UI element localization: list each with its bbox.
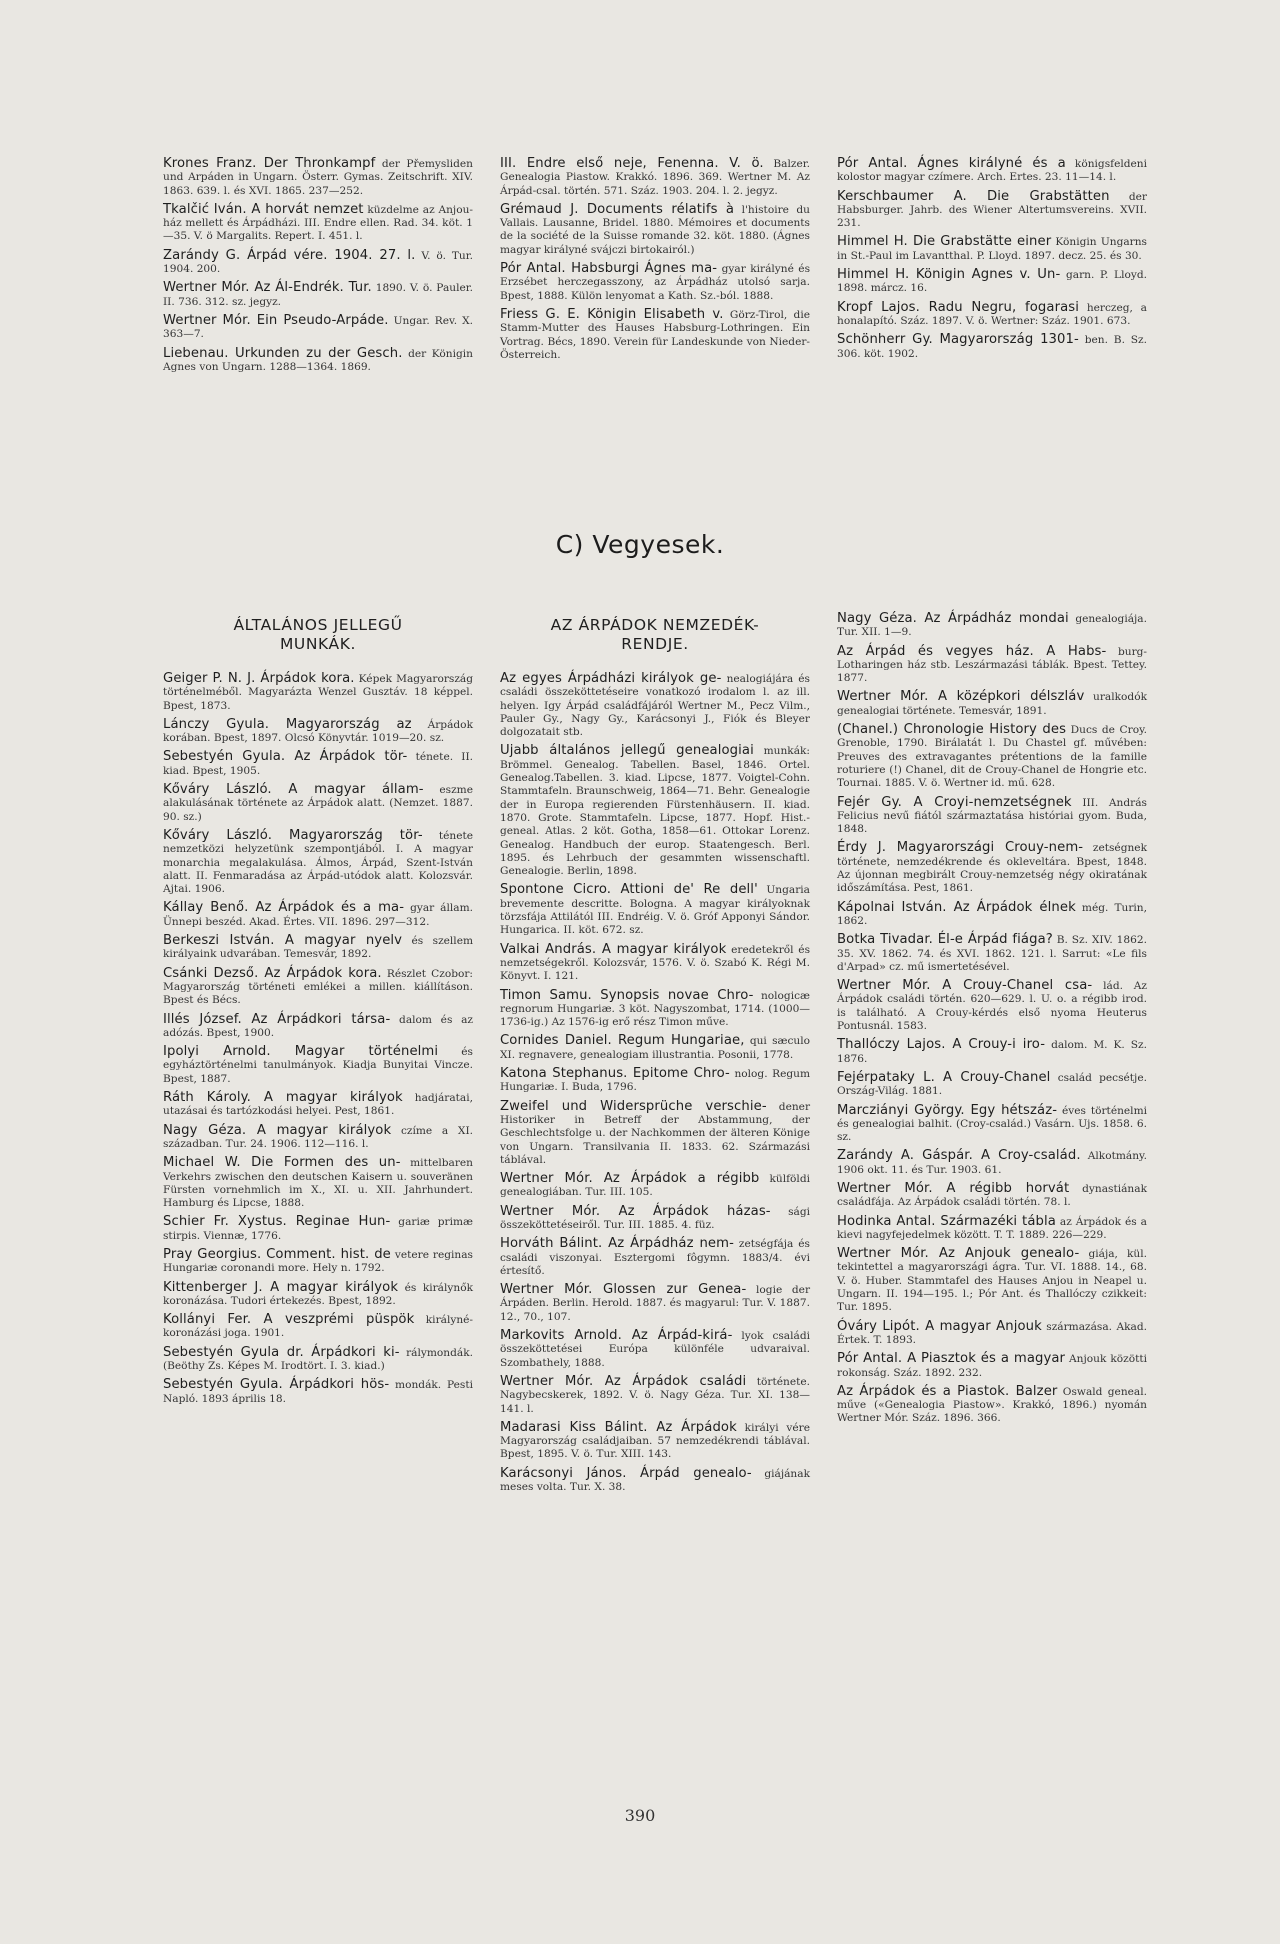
entry-author-title: Érdy J. Magyarországi Crouy-nem- (837, 840, 1084, 856)
top-column-3 (837, 157, 1147, 366)
entry-details: nolog. Regum Hungariæ. I. Buda, 1796. (500, 1068, 810, 1094)
top-column-1 (163, 157, 473, 379)
bibliography-entry (500, 1034, 810, 1062)
bibliography-entry (837, 235, 1147, 263)
entry-details: Árpádok korában. Bpest, 1897. Olcsó Könyvtár. 1019—20. sz. (163, 718, 473, 745)
bibliography-entry (500, 1237, 810, 1278)
entry-author-title: Kropf Lajos. Radu Negru, fogarasi (837, 299, 1080, 315)
entry-details: királyné-koronázási joga. 1901. (163, 1314, 473, 1340)
entry-details: der Königin Agnes von Ungarn. 1288—1364. 1869. (163, 347, 473, 373)
entry-details: l'histoire du Vallais. Lausanne, Bridel. 1880. Mémoires et documents de la société de la Suisse romande 32. köt. 1880. (Ágnes magyar királyné svájczi birtokairól.) (500, 203, 810, 256)
entry-author-title: Michael W. Die Formen des un- (163, 1155, 401, 1171)
bibliography-entry (163, 901, 473, 929)
entry-author-title: Berkeszi István. A magyar nyelv (163, 933, 403, 949)
bibliography-entry (837, 190, 1147, 231)
bibliography-entry (837, 1104, 1147, 1145)
entry-details: Ungaria brevemente descritte. Bologna. A magyar királyoknak törzsfája Attilától III. Endréig. V. ö. Gróf Apponyi Sándor. Hungarica. II. köt. 672. sz. (500, 884, 810, 937)
bibliography-entry (837, 301, 1147, 329)
entry-details: vetere reginas Hungariæ coronandi more. Hely n. 1792. (163, 1248, 473, 1275)
bibliography-entry (837, 1071, 1147, 1099)
entry-author-title: Kőváry László. A magyar állam- (163, 782, 424, 798)
entry-details: genealogiája. Tur. XII. 1—9. (837, 613, 1147, 639)
entry-author-title: Wertner Mór. Az Árpádok családi (500, 1373, 747, 1389)
entry-details: királyi vére Magyarország családjaiban. 57 nemzedékrendi táblával. Bpest, 1895. V. ö. Tur. XIII. 143. (500, 1421, 811, 1461)
bibliography-entry (163, 314, 473, 342)
column-heading: AZ ÁRPÁDOK NEMZEDÉK- RENDJE. (550, 616, 760, 653)
bibliography-entry (837, 690, 1147, 718)
bibliography-entry (500, 1283, 810, 1324)
bibliography-entry (163, 1045, 473, 1086)
entry-details: az Árpádok és a kievi nagyfejedelmek között. T. T. 1889. 226—229. (837, 1215, 1147, 1241)
entry-details: rálymondák. (Beöthy Zs. Képes M. Irodtört. I. 3. kiad.) (163, 1346, 473, 1373)
entry-details: giája, kül. tekintettel a magyarországi ágra. Tur. VI. 1888. 14., 68. V. ö. Huber. Stammtafel des Hauses Anjou in Neapel u. Ungarn. II. 194—195. l.; Pór Ant. és Thallóczy czikkeit: Tur. 1895. (837, 1248, 1148, 1314)
bottom-column-1 (163, 612, 473, 1411)
bibliography-entry (500, 1329, 810, 1370)
entry-author-title: III. Endre első neje, Fenenna. V. ö. (500, 156, 764, 171)
bibliography-entry (500, 1467, 810, 1495)
entry-author-title: Valkai András. A magyar királyok (500, 941, 727, 957)
entry-details: Görz-Tirol, die Stamm-Mutter des Hauses Habsburg-Lothringen. Ein Vortrag. Bécs, 1890. Verein für Landeskunde von Nieder-Österreich. (500, 308, 810, 361)
bibliography-entry (163, 967, 473, 1008)
entry-author-title: Ujabb általános jellegű genealogiai (500, 743, 754, 759)
entry-author-title: Grémaud J. Documents rélatifs à (500, 201, 735, 217)
entry-details: giájának meses volta. Tur. X. 38. (500, 1467, 810, 1494)
entry-author-title: Wertner Mór. Glossen zur Genea- (500, 1282, 747, 1298)
entry-details: még. Turin, 1862. (837, 901, 1147, 927)
entry-details: külföldi genealogiában. Tur. III. 105. (500, 1173, 810, 1199)
entry-author-title: Az Árpád és vegyes ház. A Habs- (837, 643, 1107, 659)
entry-details: der Habsburger. Jahrb. des Wiener Altertumsvereins. XVII. 231. (837, 190, 1147, 230)
entry-author-title: Pór Antal. Habsburgi Ágnes ma- (500, 261, 718, 277)
entry-details: lyok családi összeköttetései Európa különféle udvaraival. Szombathely, 1888. (500, 1330, 811, 1369)
entry-author-title: (Chanel.) Chronologie History des (837, 722, 1067, 738)
entry-author-title: Marcziányi György. Egy hétszáz- (837, 1102, 1058, 1118)
bibliography-entry (837, 796, 1147, 837)
bibliography-entry (163, 1124, 473, 1152)
entry-author-title: Zarándy A. Gáspár. A Croy-család. (837, 1148, 1081, 1164)
bibliography-entry (837, 723, 1147, 790)
bibliography-entry (163, 1378, 473, 1406)
entry-details: mittelbaren Verkehrs zwischen den deutschen Kaisern u. souveränen Fürsten vornehmlich im X., XI. u. XII. Jahrhundert. Hamburg és Lipcse, 1888. (163, 1157, 473, 1210)
entry-author-title: Kerschbaumer A. Die Grabstätten (837, 188, 1110, 204)
entry-author-title: Himmel H. Die Grabstätte einer (837, 234, 1052, 250)
entry-details: és egyháztörténelmi tanulmányok. Kiadja Bunyitai Vincze. Bpest, 1887. (163, 1046, 473, 1085)
entry-details: zetségfája és családi viszonyai. Esztergomi fôgymn. 1883/4. évi értesítő. (500, 1238, 810, 1277)
entry-details: ténete. II. kiad. Bpest, 1905. (163, 751, 474, 777)
entry-details: zetségnek története, nemzedékrende és okleveltára. Bpest, 1848. Az újonnan megbirált Crouy-nemzetség négy okiratának időszámítása. Pest, 1861. (837, 842, 1147, 895)
entry-author-title: Pór Antal. A Piasztok és a magyar (837, 1351, 1066, 1367)
entry-author-title: Az Árpádok és a Piastok. Balzer (837, 1383, 1058, 1399)
bibliography-entry (837, 979, 1147, 1033)
entry-details: qui sæculo XI. regnavere, genealogiam illustrantia. Posonii, 1778. (500, 1035, 811, 1061)
bibliography-entry (163, 1156, 473, 1210)
bibliography-entry (163, 347, 473, 375)
entry-author-title: Zarándy G. Árpád vére. 1904. 27. l. (163, 247, 416, 263)
entry-author-title: Botka Tivadar. Él-e Árpád fiága? (837, 932, 1053, 948)
bibliography-entry (500, 157, 810, 198)
bibliography-entry (500, 262, 810, 303)
entry-details: ben. B. Sz. 306. köt. 1902. (837, 334, 1147, 360)
entry-details: logie der Árpáden. Berlin. Herold. 1887. és magyarul: Tur. V. 1887. 12., 70., 107. (500, 1284, 811, 1323)
bibliography-entry (837, 1149, 1147, 1177)
entry-author-title: Hodinka Antal. Származéki tábla (837, 1213, 1056, 1229)
entry-details: lád. Az Árpádok családi történ. 620—629. l. U. o. a régibb irod. is található. A Crouy-kérdés első nyoma Heuterus Pontusnál. 1583. (837, 980, 1147, 1033)
bibliography-entry (500, 1375, 810, 1416)
entry-author-title: Wertner Mór. Az Anjouk genealo- (837, 1246, 1080, 1262)
bibliography-entry (163, 1313, 473, 1341)
entry-author-title: Pray Georgius. Comment. hist. de (163, 1246, 391, 1262)
bibliography-entry (837, 645, 1147, 686)
entry-details: Ungar. Rev. X. 363—7. (163, 314, 474, 341)
bibliography-entry (163, 934, 473, 962)
entry-author-title: Markovits Arnold. Az Árpád-kirá- (500, 1328, 733, 1344)
entry-details: dalom. M. K. Sz. 1876. (837, 1039, 1147, 1065)
bibliography-entry (500, 744, 810, 878)
bibliography-entry (163, 1091, 473, 1119)
bibliography-entry (837, 1247, 1147, 1314)
section-heading: C) Vegyesek. (555, 530, 725, 559)
column-heading: ÁLTALÁNOS JELLEGŰ MUNKÁK. (233, 616, 403, 653)
bibliography-entry (837, 933, 1147, 974)
entry-author-title: Wertner Mór. A régibb horvát (837, 1180, 1070, 1196)
entry-details: gariæ primæ stirpis. Viennæ, 1776. (163, 1216, 473, 1242)
entry-author-title: Óváry Lipót. A magyar Anjouk (837, 1318, 1042, 1334)
entry-author-title: Csánki Dezső. Az Árpádok kora. (163, 965, 382, 981)
entry-author-title: Ráth Károly. A magyar királyok (163, 1090, 403, 1106)
entry-details: gyar állam. Ünnepi beszéd. Akad. Értes. VII. 1896. 297—312. (163, 902, 473, 928)
entry-author-title: Kőváry László. Magyarország tör- (163, 827, 423, 843)
entry-author-title: Sebestyén Gyula. Az Árpádok tör- (163, 749, 408, 765)
bibliography-entry (163, 672, 473, 713)
entry-details: nealogiájára és családi összeköttetéseire vonatkozó irodalom l. az ill. helyen. Igy Árpád családfájáról Wertner M., Pecz Vilm., Pauler Gy., Nagy Gy., Karácsonyi J., Fiók és Bleyer dolgozatait stb. (500, 673, 810, 739)
entry-details: eszme alakulásának története az Árpádok alatt. (Nemzet. 1887. 90. sz.) (163, 784, 473, 823)
entry-details: Részlet Czobor: Magyarország történeti emlékei a millen. kiállításon. Bpest és Bécs. (163, 967, 474, 1007)
entry-details: és szellem királyaink udvarában. Temesvár, 1892. (163, 935, 474, 961)
entry-author-title: Fejér Gy. A Croyi-nemzetségnek (837, 794, 1072, 810)
entry-details: eredetekről és nemzetségekről. Kolozsvár, 1576. V. ö. Szabó K. Régi M. Könyvt. I. 121. (500, 943, 811, 983)
entry-details: gyar királyné és Erzsébet herczegasszony, az Árpádház utolsó sarja. Bpest, 1888. Külön lenyomat a Kath. Sz.-ból. 1888. (500, 263, 811, 302)
bibliography-entry (837, 268, 1147, 296)
bibliography-entry (500, 308, 810, 362)
bibliography-entry (837, 901, 1147, 929)
entry-author-title: Fejérpataky L. A Crouy-Chanel (837, 1069, 1051, 1085)
entry-details: Oswald geneal. műve («Genealogia Piastow». Krakkó, 1896.) nyomán Wertner Mór. Száz. 1896. 366. (837, 1385, 1147, 1425)
bibliography-entry (163, 249, 473, 277)
entry-details: herczeg, a honalapító. Száz. 1897. V. ö. Wertner: Száz. 1901. 673. (837, 301, 1147, 327)
bottom-column-3 (837, 612, 1147, 1431)
bibliography-entry (837, 1385, 1147, 1426)
bibliography-entry (500, 1421, 810, 1462)
entry-author-title: Schönherr Gy. Magyarország 1301- (837, 332, 1079, 348)
entry-author-title: Zweifel und Widersprüche verschie- (500, 1098, 767, 1114)
bibliography-entry (163, 718, 473, 746)
entry-details: dynastiának családfája. Az Árpádok családi történ. 78. l. (837, 1182, 1147, 1209)
entry-author-title: Kápolnai István. Az Árpádok élnek (837, 899, 1076, 915)
entry-details: sági összeköttetéseiről. Tur. III. 1885. 4. füz. (500, 1205, 811, 1231)
entry-author-title: Horváth Bálint. Az Árpádház nem- (500, 1236, 734, 1252)
entry-details: B. Sz. XIV. 1862. 35. XV. 1862. 74. és XVI. 1862. 121. l. Sarrut: «Le fils d'Arpad» cz. mű ismertetésével. (837, 934, 1147, 973)
entry-details: garn. P. Lloyd. 1898. márcz. 16. (837, 269, 1147, 295)
entry-author-title: Kállay Benő. Az Árpádok és a ma- (163, 900, 405, 916)
entry-details: königsfeldeni kolostor magyar czímere. Arch. Ertes. 23. 11—14. l. (837, 158, 1147, 184)
bottom-column-2 (500, 612, 810, 1499)
entry-details: története. Nagybecskerek, 1892. V. ö. Nagy Géza. Tur. XI. 138—141. l. (500, 1375, 810, 1415)
entry-author-title: Kittenberger J. A magyar királyok (163, 1279, 399, 1295)
entry-details: der Přemysliden und Arpáden in Ungarn. Österr. Gymas. Zeitschrift. XIV. 1863. 639. l. és XVI. 1865. 237—252. (163, 158, 473, 197)
bibliography-entry (163, 1281, 473, 1309)
bibliography-entry (163, 1215, 473, 1243)
bibliography-entry (837, 1352, 1147, 1380)
bibliography-entry (500, 883, 810, 937)
entry-author-title: Timon Samu. Synopsis novae Chro- (500, 987, 754, 1003)
entry-author-title: Wertner Mór. A középkori délszláv (837, 689, 1085, 705)
entry-details: Képek Magyarország történelméből. Magyarázta Wenzel Gusztáv. 18 képpel. Bpest, 1873. (163, 673, 474, 712)
entry-details: burg-Lotharingen ház stb. Leszármazási táblák. Bpest. Tettey. 1877. (837, 645, 1147, 685)
entry-author-title: Sebestyén Gyula dr. Árpádkori ki- (163, 1344, 400, 1360)
bibliography-entry (837, 333, 1147, 361)
bibliography-entry (837, 841, 1147, 895)
entry-details: dalom és az adózás. Bpest, 1900. (163, 1013, 473, 1039)
bibliography-entry (163, 1248, 473, 1276)
bibliography-entry (163, 157, 473, 198)
entry-author-title: Nagy Géza. Az Árpádház mondai (837, 611, 1069, 626)
entry-author-title: Ipolyi Arnold. Magyar történelmi (163, 1044, 439, 1060)
entry-author-title: Wertner Mór. A Crouy-Chanel csa- (837, 978, 1093, 994)
entry-details: hadjáratai, utazásai és tartózkodási helyei. Pest, 1861. (163, 1092, 473, 1118)
bibliography-entry (500, 203, 810, 257)
entry-author-title: Nagy Géza. A magyar királyok (163, 1122, 392, 1138)
entry-author-title: Az egyes Árpádházi királyok ge- (500, 671, 722, 686)
entry-details: ténete nemzetközi helyzetünk szempontjából. I. A magyar monarchia megalakulása. Álmos, Árpád, Szent-István alatt. II. Fenmaradása az Árpád-utódok alatt. Kolozsvár. Ajtai. 1906. (163, 829, 473, 896)
page-number: 390 (624, 1806, 656, 1825)
entry-author-title: Krones Franz. Der Thronkampf (163, 156, 376, 171)
entry-author-title: Thallóczy Lajos. A Crouy-i iro- (837, 1037, 1046, 1053)
entry-details: munkák: Brömmel. Genealog. Tabellen. Basel, 1846. Ortel. Genealog.Tabellen. 3. kiad. Lipcse, 1877. Voigtel-Cohn. Stammtafeln. Braunschweig, 1864—71. Behr. Genealogie der in Europa regierenden Fürstenhäusern. II. kiad. 1870. Grote. Stammtafeln. Lipcse, 1877. Hopf. Hist.-geneal. Atlas. 2 köt. Gotha, 1858—61. Ottokar Lorenz. Genealog. Handbuch der europ. Staatengesch. Berl. 1895. és Lehrbuch der gesammten wissenschaftl. Genealogie. Berlin, 1898. (500, 745, 810, 878)
entry-author-title: Schier Fr. Xystus. Reginae Hun- (163, 1214, 391, 1230)
bibliography-entry (163, 829, 473, 896)
entry-author-title: Wertner Mór. Az Ál-Endrék. Tur. (163, 280, 372, 296)
entry-details: Balzer. Genealogia Piastow. Krakkó. 1896. 369. Wertner M. Az Árpád-csal. történ. 571. Száz. 1903. 204. l. 2. jegyz. (500, 158, 810, 197)
entry-author-title: Spontone Cicro. Attioni de' Re dell' (500, 882, 758, 898)
entry-author-title: Liebenau. Urkunden zu der Gesch. (163, 345, 403, 361)
entry-details: család pecsétje. Ország-Világ. 1881. (837, 1071, 1147, 1098)
entry-author-title: Lánczy Gyula. Magyarország az (163, 716, 412, 732)
bibliography-entry (500, 1067, 810, 1095)
bibliography-entry (837, 157, 1147, 185)
entry-details: küzdelme az Anjou-ház mellett és Árpádházi. III. Endre ellen. Rad. 34. köt. 1—35. V. ö Margalits. Repert. I. 451. l. (163, 203, 473, 243)
bibliography-entry (500, 672, 810, 739)
bibliography-entry (837, 1320, 1147, 1348)
entry-author-title: Wertner Mór. Az Árpádok a régibb (500, 1171, 760, 1187)
bibliography-entry (500, 989, 810, 1030)
entry-details: éves történelmi és genealogiai balhit. (Croy-család.) Vasárn. Ujs. 1858. 6. sz. (837, 1104, 1148, 1144)
bibliography-entry (837, 612, 1147, 640)
entry-author-title: Himmel H. Königin Agnes v. Un- (837, 267, 1061, 283)
entry-author-title: Friess G. E. Königin Elisabeth v. (500, 306, 724, 322)
entry-details: nologicæ regnorum Hungariæ. 3 köt. Nagyszombat, 1714. (1000—1736-ig.) Az 1576-ig erő rész Timon műve. (500, 989, 810, 1029)
entry-details: mondák. Pesti Napló. 1893 április 18. (163, 1379, 473, 1405)
bibliography-entry (837, 1215, 1147, 1243)
entry-details: 1890. V. ö. Pauler. II. 736. 312. sz. jegyz. (163, 282, 474, 308)
bibliography-entry (500, 1172, 810, 1200)
top-column-2 (500, 157, 810, 367)
bibliography-entry (163, 1346, 473, 1374)
entry-author-title: Kollányi Fer. A veszprémi püspök (163, 1312, 415, 1328)
entry-author-title: Katona Stephanus. Epitome Chro- (500, 1066, 730, 1082)
entry-details: V. ö. Tur. 1904. 200. (163, 249, 473, 276)
entry-author-title: Illés József. Az Árpádkori társa- (163, 1011, 391, 1027)
entry-details: származása. Akad. Értek. T. 1893. (837, 1320, 1147, 1346)
entry-details: dener Historiker in Betreff der Abstammung, der Geschlechtsfolge u. der Nachkommen der älteren Könige von Ungarn. Transilvania II. 1833. 62. Származási táblával. (500, 1100, 811, 1166)
entry-author-title: Tkalčić Iván. A horvát nemzet (163, 201, 364, 217)
entry-author-title: Pór Antal. Ágnes királyné és a (837, 156, 1066, 171)
entry-author-title: Wertner Mór. Az Árpádok házas- (500, 1203, 771, 1219)
bibliography-entry (163, 1013, 473, 1041)
entry-author-title: Sebestyén Gyula. Árpádkori hös- (163, 1377, 390, 1393)
entry-author-title: Karácsonyi János. Árpád genealo- (500, 1465, 752, 1481)
entry-details: czíme a XI. században. Tur. 24. 1906. 112—116. l. (163, 1124, 473, 1150)
entry-author-title: Wertner Mór. Ein Pseudo-Arpáde. (163, 312, 389, 328)
entry-details: Ducs de Croy. Grenoble, 1790. Birálatát l. Du Chastel gf. művében: Preuves des extravagantes prétentions de la famille roturiere (!) Chanel, dit de Crouy-Chanel de Hongrie etc. Tournai. 1885. V. ö. Wertner id. mű. 628. (837, 724, 1148, 790)
entry-details: Anjouk közötti rokonság. Száz. 1892. 232. (837, 1353, 1147, 1379)
entry-details: és királynők koronázása. Tudori értekezés. Bpest, 1892. (163, 1281, 473, 1307)
entry-author-title: Geiger P. N. J. Árpádok kora. (163, 671, 355, 686)
bibliography-entry (837, 1038, 1147, 1066)
entry-details: Königin Ungarns in St.-Paul im Lavantthal. P. Lloyd. 1897. decz. 25. és 30. (837, 236, 1147, 262)
bibliography-entry (163, 203, 473, 244)
bibliography-entry (500, 1205, 810, 1233)
bibliography-entry (500, 943, 810, 984)
bibliography-entry (500, 1100, 810, 1167)
entry-details: III. András Felicius nevű fiától származtatása históriai gyom. Buda, 1848. (837, 796, 1147, 836)
bibliography-entry (163, 750, 473, 778)
entry-details: uralkodók genealogiai története. Temesvár, 1891. (837, 691, 1147, 717)
bibliography-entry (163, 783, 473, 824)
bibliography-entry (837, 1182, 1147, 1210)
entry-details: Alkotmány. 1906 okt. 11. és Tur. 1903. 61. (837, 1150, 1147, 1176)
entry-author-title: Cornides Daniel. Regum Hungariae, (500, 1033, 745, 1049)
bibliography-entry (163, 281, 473, 309)
entry-author-title: Madarasi Kiss Bálint. Az Árpádok (500, 1419, 737, 1435)
